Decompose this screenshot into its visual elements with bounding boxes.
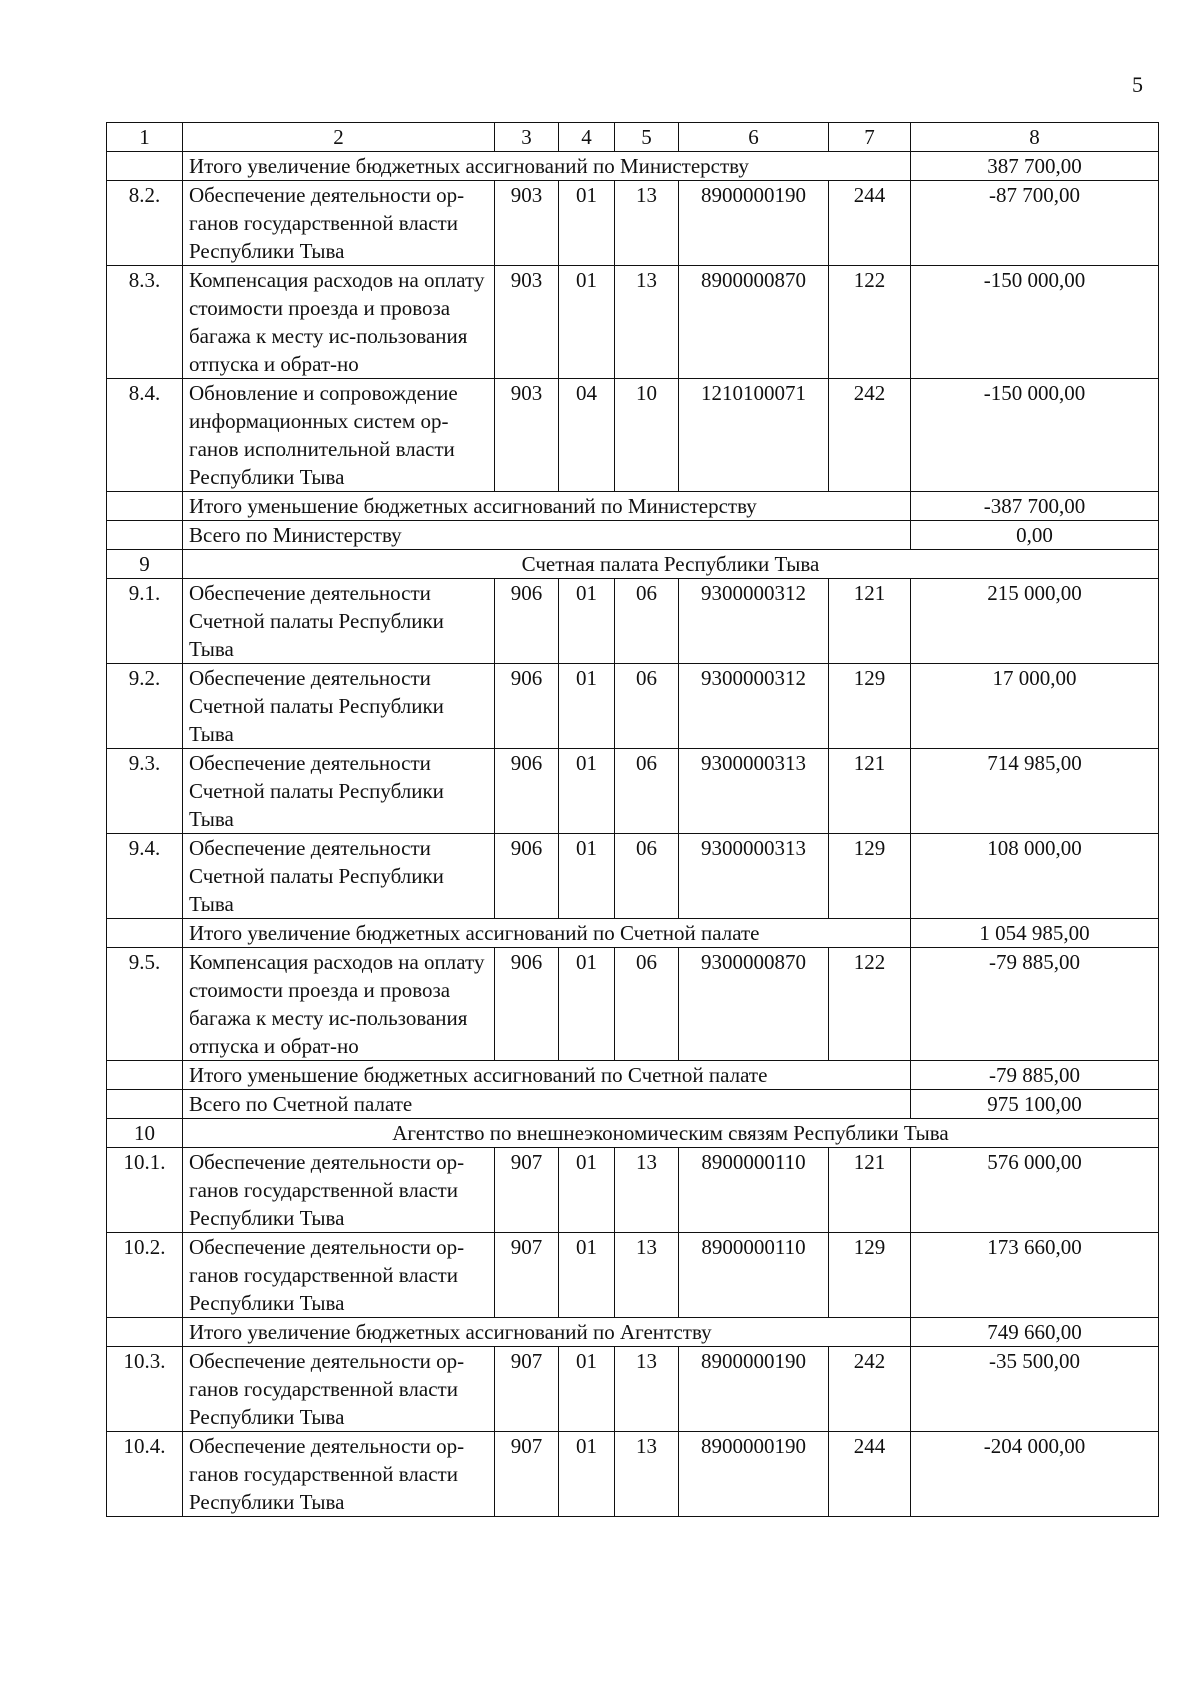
code-expense-type: 242 (829, 379, 911, 492)
code-expense-type: 121 (829, 579, 911, 664)
code-subsection: 13 (615, 1432, 679, 1517)
table-row (107, 664, 1159, 749)
summary-empty-cell (107, 919, 183, 948)
code-section: 01 (559, 266, 615, 379)
code-ministry: 906 (495, 834, 559, 919)
section-number: 10 (107, 1119, 183, 1148)
summary-empty-cell (107, 152, 183, 181)
summary-row (107, 1318, 1159, 1347)
code-section: 01 (559, 579, 615, 664)
row-number: 8.2. (107, 181, 183, 266)
header-cell: 7 (829, 123, 911, 152)
summary-empty-cell (107, 1061, 183, 1090)
code-section: 01 (559, 834, 615, 919)
row-number: 9.5. (107, 948, 183, 1061)
code-ministry: 906 (495, 749, 559, 834)
header-cell: 2 (183, 123, 495, 152)
summary-amount: -387 700,00 (911, 492, 1159, 521)
row-number: 8.3. (107, 266, 183, 379)
summary-label: Всего по Счетной палате (183, 1090, 911, 1119)
summary-amount: -79 885,00 (911, 1061, 1159, 1090)
row-description: Компенсация расходов на оплату стоимости проезда и провоза багажа к месту ис-пользования отпуска и обрат-но (183, 266, 495, 379)
code-target: 8900000110 (679, 1233, 829, 1318)
code-expense-type: 244 (829, 181, 911, 266)
row-amount: -79 885,00 (911, 948, 1159, 1061)
row-amount: -204 000,00 (911, 1432, 1159, 1517)
summary-amount: 975 100,00 (911, 1090, 1159, 1119)
section-row (107, 550, 1159, 579)
row-description: Обеспечение деятельности ор-ганов государственной власти Республики Тыва (183, 181, 495, 266)
row-number: 9.3. (107, 749, 183, 834)
row-amount: 17 000,00 (911, 664, 1159, 749)
row-description: Обеспечение деятельности Счетной палаты Республики Тыва (183, 579, 495, 664)
code-subsection: 13 (615, 266, 679, 379)
code-subsection: 13 (615, 1347, 679, 1432)
code-ministry: 907 (495, 1432, 559, 1517)
table-row (107, 266, 1159, 379)
row-description: Обеспечение деятельности ор-ганов государственной власти Республики Тыва (183, 1233, 495, 1318)
summary-amount: 1 054 985,00 (911, 919, 1159, 948)
row-amount: -35 500,00 (911, 1347, 1159, 1432)
code-expense-type: 129 (829, 664, 911, 749)
code-section: 01 (559, 1347, 615, 1432)
code-target: 8900000190 (679, 181, 829, 266)
row-number: 10.4. (107, 1432, 183, 1517)
summary-amount: 387 700,00 (911, 152, 1159, 181)
code-target: 8900000190 (679, 1347, 829, 1432)
summary-label: Итого уменьшение бюджетных ассигнований по Счетной палате (183, 1061, 911, 1090)
header-cell: 1 (107, 123, 183, 152)
summary-empty-cell (107, 1318, 183, 1347)
code-subsection: 13 (615, 1148, 679, 1233)
code-expense-type: 242 (829, 1347, 911, 1432)
row-number: 9.2. (107, 664, 183, 749)
code-ministry: 903 (495, 379, 559, 492)
header-cell: 4 (559, 123, 615, 152)
row-amount: 215 000,00 (911, 579, 1159, 664)
row-amount: 714 985,00 (911, 749, 1159, 834)
code-expense-type: 122 (829, 948, 911, 1061)
row-number: 8.4. (107, 379, 183, 492)
code-target: 9300000312 (679, 579, 829, 664)
row-amount: 108 000,00 (911, 834, 1159, 919)
row-number: 10.1. (107, 1148, 183, 1233)
table-row (107, 379, 1159, 492)
row-description: Обеспечение деятельности ор-ганов государственной власти Республики Тыва (183, 1148, 495, 1233)
summary-row (107, 1090, 1159, 1119)
row-number: 10.2. (107, 1233, 183, 1318)
summary-label: Итого увеличение бюджетных ассигнований по Агентству (183, 1318, 911, 1347)
row-amount: -150 000,00 (911, 379, 1159, 492)
summary-label: Итого увеличение бюджетных ассигнований по Счетной палате (183, 919, 911, 948)
code-section: 01 (559, 1432, 615, 1517)
code-target: 8900000190 (679, 1432, 829, 1517)
code-subsection: 06 (615, 834, 679, 919)
summary-row (107, 152, 1159, 181)
header-cell: 6 (679, 123, 829, 152)
code-section: 01 (559, 749, 615, 834)
header-cell: 5 (615, 123, 679, 152)
summary-empty-cell (107, 1090, 183, 1119)
code-target: 9300000313 (679, 749, 829, 834)
section-row (107, 1119, 1159, 1148)
row-description: Обеспечение деятельности Счетной палаты Республики Тыва (183, 664, 495, 749)
summary-empty-cell (107, 521, 183, 550)
code-expense-type: 129 (829, 1233, 911, 1318)
code-ministry: 907 (495, 1233, 559, 1318)
summary-label: Итого уменьшение бюджетных ассигнований по Министерству (183, 492, 911, 521)
code-section: 01 (559, 948, 615, 1061)
code-target: 8900000870 (679, 266, 829, 379)
code-subsection: 06 (615, 664, 679, 749)
section-title: Счетная палата Республики Тыва (183, 550, 1159, 579)
code-ministry: 907 (495, 1347, 559, 1432)
row-description: Обеспечение деятельности ор-ганов государственной власти Республики Тыва (183, 1432, 495, 1517)
code-target: 9300000313 (679, 834, 829, 919)
budget-table (106, 122, 1159, 1517)
section-title: Агентство по внешнеэкономическим связям Республики Тыва (183, 1119, 1159, 1148)
row-description: Обеспечение деятельности ор-ганов государственной власти Республики Тыва (183, 1347, 495, 1432)
code-ministry: 906 (495, 579, 559, 664)
header-row (107, 123, 1159, 152)
code-target: 1210100071 (679, 379, 829, 492)
code-target: 8900000110 (679, 1148, 829, 1233)
code-section: 01 (559, 1233, 615, 1318)
table-row (107, 1233, 1159, 1318)
summary-amount: 0,00 (911, 521, 1159, 550)
summary-row (107, 919, 1159, 948)
summary-label: Итого увеличение бюджетных ассигнований по Министерству (183, 152, 911, 181)
table-row (107, 948, 1159, 1061)
code-subsection: 13 (615, 181, 679, 266)
table-row (107, 1347, 1159, 1432)
header-cell: 8 (911, 123, 1159, 152)
summary-empty-cell (107, 492, 183, 521)
row-number: 10.3. (107, 1347, 183, 1432)
row-amount: -150 000,00 (911, 266, 1159, 379)
row-amount: 173 660,00 (911, 1233, 1159, 1318)
summary-row (107, 521, 1159, 550)
summary-label: Всего по Министерству (183, 521, 911, 550)
code-subsection: 06 (615, 948, 679, 1061)
code-subsection: 10 (615, 379, 679, 492)
code-expense-type: 129 (829, 834, 911, 919)
table-row (107, 181, 1159, 266)
table-row (107, 749, 1159, 834)
code-ministry: 906 (495, 948, 559, 1061)
page-number: 5 (1132, 72, 1143, 97)
summary-row (107, 492, 1159, 521)
header-cell: 3 (495, 123, 559, 152)
code-expense-type: 121 (829, 1148, 911, 1233)
code-section: 01 (559, 664, 615, 749)
table-row (107, 579, 1159, 664)
row-number: 9.1. (107, 579, 183, 664)
code-section: 04 (559, 379, 615, 492)
code-ministry: 906 (495, 664, 559, 749)
code-ministry: 903 (495, 266, 559, 379)
table-row (107, 1432, 1159, 1517)
code-ministry: 903 (495, 181, 559, 266)
code-section: 01 (559, 1148, 615, 1233)
row-number: 9.4. (107, 834, 183, 919)
code-section: 01 (559, 181, 615, 266)
summary-row (107, 1061, 1159, 1090)
row-amount: -87 700,00 (911, 181, 1159, 266)
code-expense-type: 244 (829, 1432, 911, 1517)
row-description: Обеспечение деятельности Счетной палаты Республики Тыва (183, 834, 495, 919)
code-ministry: 907 (495, 1148, 559, 1233)
row-description: Обновление и сопровождение информационных систем ор-ганов исполнительной власти Республики Тыва (183, 379, 495, 492)
code-expense-type: 122 (829, 266, 911, 379)
row-description: Компенсация расходов на оплату стоимости проезда и провоза багажа к месту ис-пользования отпуска и обрат-но (183, 948, 495, 1061)
table-row (107, 1148, 1159, 1233)
code-subsection: 06 (615, 579, 679, 664)
code-subsection: 06 (615, 749, 679, 834)
summary-amount: 749 660,00 (911, 1318, 1159, 1347)
row-description: Обеспечение деятельности Счетной палаты Республики Тыва (183, 749, 495, 834)
code-target: 9300000312 (679, 664, 829, 749)
row-amount: 576 000,00 (911, 1148, 1159, 1233)
code-subsection: 13 (615, 1233, 679, 1318)
code-target: 9300000870 (679, 948, 829, 1061)
table-row (107, 834, 1159, 919)
section-number: 9 (107, 550, 183, 579)
code-expense-type: 121 (829, 749, 911, 834)
